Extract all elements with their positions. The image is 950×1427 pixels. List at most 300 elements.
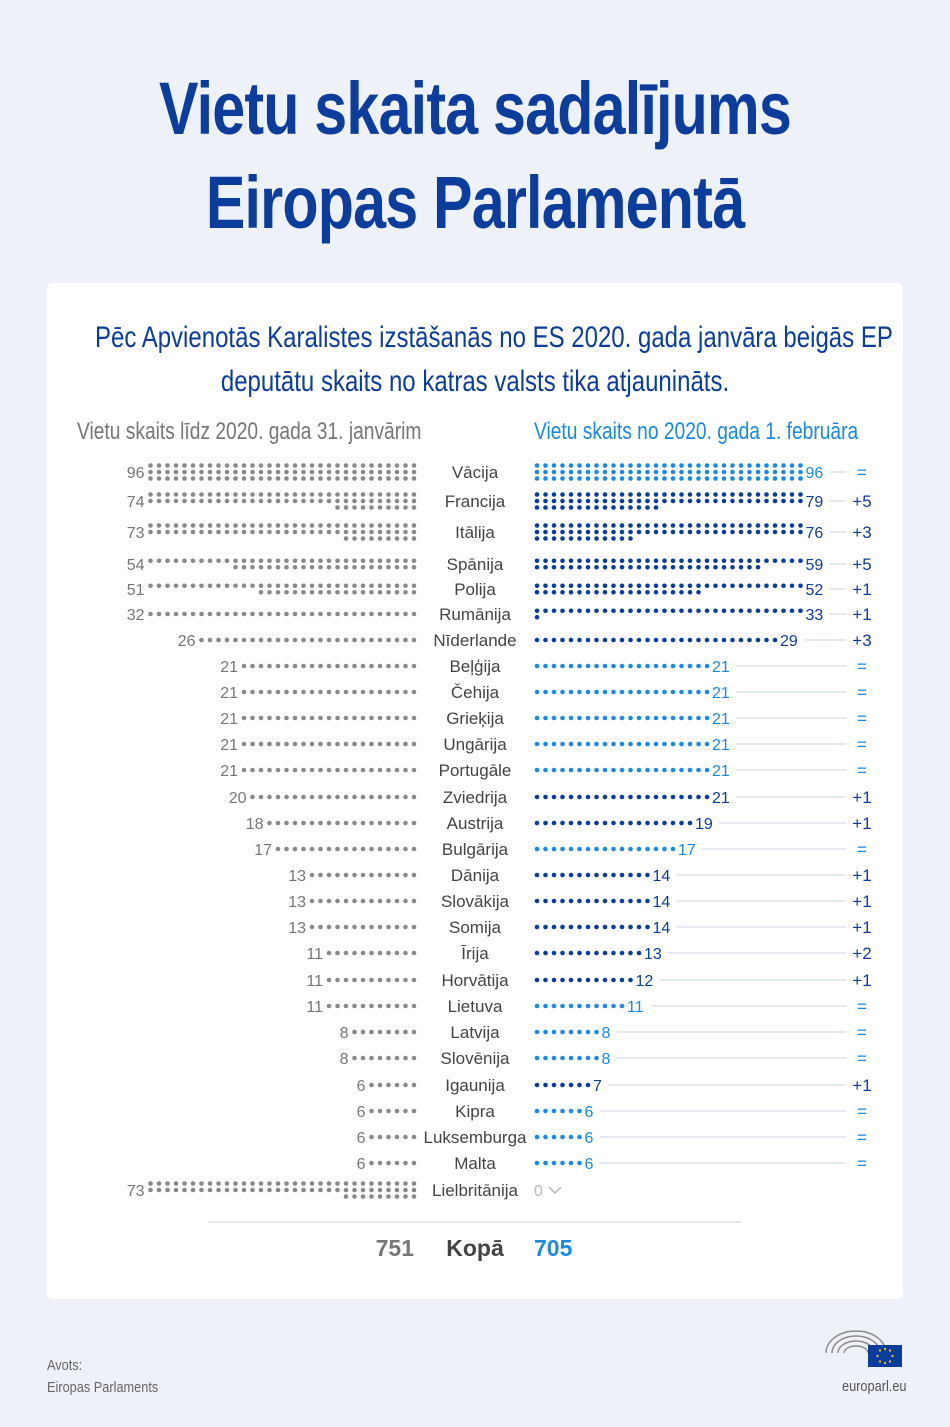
after-5-dot — [696, 608, 701, 613]
after-value: 17 — [678, 842, 696, 859]
after-8-dot — [662, 690, 667, 695]
after-24-dot — [577, 1109, 582, 1114]
before-2-dots — [148, 523, 416, 541]
before-13-dot — [403, 821, 408, 826]
after-14-dot — [671, 847, 676, 852]
after-0-dot — [730, 476, 735, 481]
before-2-dot — [378, 530, 383, 535]
total-label: Kopā — [446, 1235, 504, 1261]
country-label: Nīderlande — [433, 631, 517, 650]
before-1-dot — [318, 492, 323, 497]
after-1-dot — [637, 505, 642, 510]
after-20-dot — [586, 1004, 591, 1009]
subtitle-line-1: Pēc Apvienotās Karalistes izstāšanās no ES 2020. gada janvāra beigās EP — [95, 321, 893, 354]
before-0-dot — [301, 476, 306, 481]
before-1-dot — [344, 499, 349, 504]
before-13-dot — [284, 821, 289, 826]
before-15-dot — [310, 873, 315, 878]
before-6-dot — [267, 638, 272, 643]
after-0-dot — [560, 476, 565, 481]
before-27-dot — [378, 1188, 383, 1193]
before-4-dot — [327, 590, 332, 595]
before-4-dot — [165, 583, 170, 588]
before-6-dot — [259, 638, 264, 643]
after-2-dot — [781, 530, 786, 535]
country-label: Igaunija — [445, 1076, 505, 1095]
before-value: 13 — [288, 868, 306, 885]
before-2-dot — [182, 523, 187, 528]
before-6-dot — [335, 638, 340, 643]
after-1-dot — [739, 499, 744, 504]
before-4-dot — [293, 590, 298, 595]
after-13-dot — [679, 821, 684, 826]
after-6-dot — [747, 638, 752, 643]
before-4-dot — [284, 590, 289, 595]
before-18-dot — [361, 951, 366, 956]
before-20-dot — [361, 1004, 366, 1009]
before-4-dot — [395, 590, 400, 595]
after-4-dot — [543, 583, 548, 588]
after-1-dot — [773, 499, 778, 504]
after-0-dot — [679, 463, 684, 468]
after-2-dot — [747, 530, 752, 535]
after-3-dot — [560, 565, 565, 570]
after-13-dot — [543, 821, 548, 826]
after-11-dot — [535, 768, 540, 773]
after-7-dot — [645, 664, 650, 669]
before-5-dot — [344, 612, 349, 617]
after-0-dot — [620, 470, 625, 475]
before-0-dot — [284, 463, 289, 468]
after-7-dot — [696, 664, 701, 669]
before-17-dot — [386, 925, 391, 930]
after-3-dot — [773, 558, 778, 563]
after-2-dot — [594, 523, 599, 528]
after-value: 12 — [635, 973, 654, 990]
before-17-dot — [335, 925, 340, 930]
before-26-dot — [395, 1161, 400, 1166]
before-7-dot — [276, 664, 281, 669]
after-value: 0 — [534, 1183, 543, 1200]
before-5-dot — [369, 612, 374, 617]
after-2-dot — [577, 536, 582, 541]
after-9-dot — [552, 716, 557, 721]
after-value: 21 — [712, 737, 730, 754]
before-13-dot — [412, 821, 417, 826]
after-11-dot — [577, 768, 582, 773]
before-3-dot — [378, 558, 383, 563]
after-1-dot — [543, 499, 548, 504]
before-25-dot — [403, 1135, 408, 1140]
before-21-dot — [386, 1030, 391, 1035]
after-6-dot — [620, 638, 625, 643]
before-1-dot — [199, 499, 204, 504]
after-10-dot — [628, 742, 633, 747]
after-4-dot — [688, 583, 693, 588]
after-5-dots — [535, 608, 803, 619]
after-18-dot — [611, 951, 616, 956]
change-value: = — [857, 1049, 867, 1068]
after-1-dot — [679, 499, 684, 504]
before-2-dot — [267, 530, 272, 535]
before-2-dot — [148, 523, 153, 528]
before-9-dot — [335, 716, 340, 721]
after-6-dot — [586, 638, 591, 643]
before-14-dot — [276, 847, 281, 852]
after-15-dots — [535, 873, 650, 878]
before-1-dot — [403, 505, 408, 510]
after-2-dot — [611, 523, 616, 528]
after-0-dot — [781, 470, 786, 475]
after-10-dot — [654, 742, 659, 747]
before-1-dot — [174, 492, 179, 497]
before-10-dot — [335, 742, 340, 747]
after-1-dot — [577, 505, 582, 510]
after-7-dot — [705, 664, 710, 669]
after-12-dot — [611, 795, 616, 800]
after-24-dot — [543, 1109, 548, 1114]
before-value: 21 — [220, 763, 238, 780]
before-14-dot — [369, 847, 374, 852]
before-0-dot — [165, 470, 170, 475]
before-1-dot — [293, 499, 298, 504]
after-2-dot — [773, 523, 778, 528]
before-2-dot — [148, 530, 153, 535]
after-10-dot — [620, 742, 625, 747]
after-0-dot — [756, 470, 761, 475]
after-5-dot — [543, 608, 548, 613]
after-1-dot — [688, 492, 693, 497]
after-0-dot — [773, 470, 778, 475]
after-5-dot — [713, 608, 718, 613]
before-2-dot — [386, 536, 391, 541]
after-0-dot — [662, 463, 667, 468]
after-2-dot — [535, 536, 540, 541]
before-4-dot — [199, 583, 204, 588]
after-14-dot — [603, 847, 608, 852]
before-4-dot — [233, 583, 238, 588]
before-27-dot — [165, 1181, 170, 1186]
after-1-dot — [645, 499, 650, 504]
after-17-dots — [535, 925, 650, 930]
before-10-dot — [361, 742, 366, 747]
before-0-dot — [284, 470, 289, 475]
before-0-dot — [216, 463, 221, 468]
before-0-dot — [318, 463, 323, 468]
after-8-dot — [628, 690, 633, 695]
after-10-dot — [662, 742, 667, 747]
before-5-dot — [318, 612, 323, 617]
after-16-dot — [552, 899, 557, 904]
after-0-dot — [747, 463, 752, 468]
before-9-dot — [395, 716, 400, 721]
after-1-dot — [747, 492, 752, 497]
before-10-dot — [386, 742, 391, 747]
after-2-dot — [730, 530, 735, 535]
after-7-dot — [611, 664, 616, 669]
before-3-dot — [208, 558, 213, 563]
before-10-dot — [369, 742, 374, 747]
after-11-dot — [671, 768, 676, 773]
after-9-dot — [662, 716, 667, 721]
after-2-dot — [552, 530, 557, 535]
before-13-dot — [369, 821, 374, 826]
before-20-dot — [327, 1004, 332, 1009]
before-17-dot — [412, 925, 417, 930]
before-18-dots — [327, 951, 417, 956]
after-14-dot — [535, 847, 540, 852]
before-6-dot — [233, 638, 238, 643]
before-19-dot — [412, 978, 417, 983]
before-27-dot — [344, 1181, 349, 1186]
after-17-dot — [543, 925, 548, 930]
after-3-dots — [535, 558, 803, 569]
before-4-dot — [293, 583, 298, 588]
after-17-dot — [594, 925, 599, 930]
after-2-dot — [560, 536, 565, 541]
before-27-dot — [369, 1188, 374, 1193]
before-8-dot — [395, 690, 400, 695]
before-7-dot — [310, 664, 315, 669]
country-label: Latvija — [450, 1023, 500, 1042]
after-10-dot — [705, 742, 710, 747]
after-22-dot — [560, 1056, 565, 1061]
before-1-dot — [327, 499, 332, 504]
before-14-dot — [395, 847, 400, 852]
total-after-value: 705 — [534, 1235, 573, 1261]
after-0-dot — [535, 470, 540, 475]
after-3-dot — [535, 558, 540, 563]
after-3-dot — [552, 558, 557, 563]
before-3-dot — [369, 565, 374, 570]
after-17-dot — [628, 925, 633, 930]
before-0-dot — [267, 463, 272, 468]
after-12-dot — [577, 795, 582, 800]
before-12-dot — [386, 795, 391, 800]
before-3-dot — [250, 565, 255, 570]
before-10-dot — [293, 742, 298, 747]
after-14-dot — [620, 847, 625, 852]
after-15-dot — [594, 873, 599, 878]
after-3-dot — [586, 558, 591, 563]
after-17-dot — [535, 925, 540, 930]
before-20-dot — [344, 1004, 349, 1009]
before-2-dot — [335, 530, 340, 535]
after-10-dot — [645, 742, 650, 747]
before-7-dot — [369, 664, 374, 669]
before-21-dot — [369, 1030, 374, 1035]
before-3-dot — [386, 558, 391, 563]
after-2-dot — [790, 530, 795, 535]
before-0-dot — [403, 476, 408, 481]
before-6-dot — [225, 638, 230, 643]
before-0-dot — [276, 476, 281, 481]
after-0-dot — [671, 463, 676, 468]
before-2-dot — [225, 523, 230, 528]
before-27-dot — [233, 1188, 238, 1193]
change-value: +1 — [852, 814, 872, 833]
after-21-dot — [543, 1030, 548, 1035]
country-label: Itālija — [455, 523, 495, 542]
before-2-dot — [208, 523, 213, 528]
before-18-dot — [412, 951, 417, 956]
before-0-dot — [386, 463, 391, 468]
before-9-dot — [267, 716, 272, 721]
after-20-dot — [543, 1004, 548, 1009]
change-value: = — [857, 1154, 867, 1173]
source-label: Avots: — [47, 1357, 83, 1374]
after-4-dot — [594, 583, 599, 588]
after-0-dot — [586, 476, 591, 481]
after-1-dot — [620, 499, 625, 504]
before-6-dot — [344, 638, 349, 643]
after-7-dot — [688, 664, 693, 669]
after-0-dot — [628, 476, 633, 481]
before-3-dot — [344, 565, 349, 570]
after-16-dots — [535, 899, 650, 904]
before-25-dot — [386, 1135, 391, 1140]
before-22-dot — [386, 1056, 391, 1061]
after-2-dot — [705, 523, 710, 528]
before-9-dot — [318, 716, 323, 721]
after-1-dot — [603, 492, 608, 497]
before-9-dot — [403, 716, 408, 721]
after-0-dot — [764, 470, 769, 475]
before-2-dot — [412, 523, 417, 528]
before-value: 20 — [228, 790, 247, 807]
after-1-dot — [611, 505, 616, 510]
after-3-dot — [586, 565, 591, 570]
after-0-dot — [713, 463, 718, 468]
before-23-dot — [386, 1083, 391, 1088]
before-27-dot — [378, 1181, 383, 1186]
before-13-dot — [344, 821, 349, 826]
before-3-dot — [352, 565, 357, 570]
after-value: 19 — [695, 816, 713, 833]
after-0-dot — [688, 470, 693, 475]
before-14-dot — [412, 847, 417, 852]
before-23-dots — [369, 1083, 416, 1088]
after-8-dot — [543, 690, 548, 695]
before-0-dots — [148, 463, 416, 481]
before-1-dot — [242, 492, 247, 497]
after-4-dot — [747, 583, 752, 588]
before-9-dot — [412, 716, 417, 721]
after-2-dot — [543, 536, 548, 541]
before-5-dot — [403, 612, 408, 617]
before-value: 13 — [288, 894, 306, 911]
after-3-dot — [603, 558, 608, 563]
after-3-dot — [654, 558, 659, 563]
after-1-dot — [790, 499, 795, 504]
before-21-dot — [412, 1030, 417, 1035]
before-2-dot — [395, 536, 400, 541]
before-0-dot — [182, 470, 187, 475]
after-13-dots — [535, 821, 693, 826]
before-22-dot — [412, 1056, 417, 1061]
after-10-dot — [560, 742, 565, 747]
after-16-dot — [543, 899, 548, 904]
after-19-dot — [552, 978, 557, 983]
after-2-dot — [671, 530, 676, 535]
before-17-dot — [395, 925, 400, 930]
after-0-dot — [577, 463, 582, 468]
before-0-dot — [191, 470, 196, 475]
after-2-dot — [569, 536, 574, 541]
before-2-dot — [276, 523, 281, 528]
after-14-dot — [586, 847, 591, 852]
before-27-dot — [352, 1181, 357, 1186]
after-9-dot — [620, 716, 625, 721]
before-27-dot — [225, 1181, 230, 1186]
before-3-dot — [165, 558, 170, 563]
after-0-dot — [696, 470, 701, 475]
after-3-dot — [552, 565, 557, 570]
after-8-dot — [603, 690, 608, 695]
before-1-dot — [199, 492, 204, 497]
after-5-dot — [705, 608, 710, 613]
after-20-dots — [535, 1004, 625, 1009]
before-18-dot — [344, 951, 349, 956]
before-12-dot — [284, 795, 289, 800]
after-15-dot — [586, 873, 591, 878]
before-27-dot — [182, 1188, 187, 1193]
before-15-dot — [369, 873, 374, 878]
website-link[interactable]: europarl.eu — [842, 1378, 907, 1395]
before-26-dot — [412, 1161, 417, 1166]
before-27-dot — [276, 1181, 281, 1186]
after-18-dot — [594, 951, 599, 956]
after-5-dot — [611, 608, 616, 613]
before-6-dot — [327, 638, 332, 643]
after-4-dot — [654, 583, 659, 588]
after-12-dots — [535, 795, 710, 800]
after-2-dot — [654, 523, 659, 528]
after-8-dot — [696, 690, 701, 695]
before-7-dot — [344, 664, 349, 669]
before-7-dot — [259, 664, 264, 669]
before-8-dot — [361, 690, 366, 695]
after-23-dot — [543, 1083, 548, 1088]
after-value: 21 — [712, 790, 730, 807]
before-1-dot — [344, 505, 349, 510]
after-1-dot — [628, 499, 633, 504]
before-0-dot — [157, 476, 162, 481]
after-13-dot — [577, 821, 582, 826]
before-2-dot — [191, 530, 196, 535]
before-17-dot — [369, 925, 374, 930]
after-20-dot — [569, 1004, 574, 1009]
before-4-dot — [344, 583, 349, 588]
before-0-dot — [191, 463, 196, 468]
before-10-dot — [250, 742, 255, 747]
after-1-dot — [560, 505, 565, 510]
before-3-dot — [395, 565, 400, 570]
before-0-dot — [174, 463, 179, 468]
after-value: 6 — [584, 1104, 594, 1121]
before-21-dot — [378, 1030, 383, 1035]
after-3-dot — [662, 565, 667, 570]
before-1-dot — [335, 492, 340, 497]
before-17-dots — [310, 925, 417, 930]
after-16-dot — [645, 899, 650, 904]
before-22-dot — [352, 1056, 357, 1061]
after-9-dot — [586, 716, 591, 721]
after-1-dot — [756, 499, 761, 504]
before-0-dot — [412, 470, 417, 475]
before-3-dot — [301, 565, 306, 570]
change-value: +5 — [852, 555, 872, 574]
